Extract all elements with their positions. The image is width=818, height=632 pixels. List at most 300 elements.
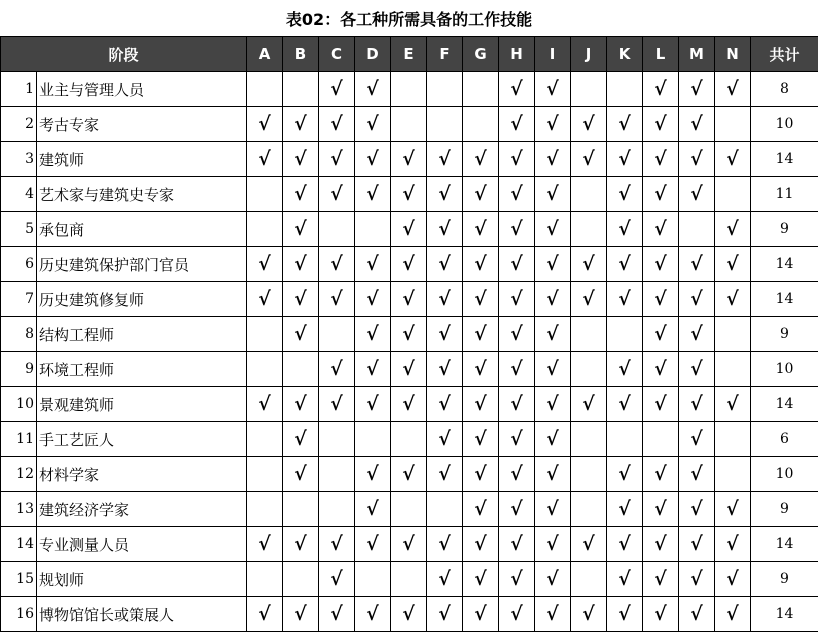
checkmark-icon: √: [355, 457, 391, 492]
checkmark-icon: √: [679, 142, 715, 177]
checkmark-icon: √: [607, 212, 643, 247]
row-total: 14: [751, 527, 818, 562]
checkmark-icon: √: [427, 527, 463, 562]
checkmark-icon: √: [427, 212, 463, 247]
checkmark-icon: √: [463, 317, 499, 352]
checkmark-icon: √: [643, 107, 679, 142]
empty-cell: [283, 72, 319, 107]
checkmark-icon: √: [427, 282, 463, 317]
empty-cell: [571, 72, 607, 107]
empty-cell: [319, 212, 355, 247]
table-row: [1, 422, 818, 457]
checkmark-icon: √: [391, 527, 427, 562]
checkmark-icon: √: [607, 597, 643, 632]
checkmark-icon: √: [355, 492, 391, 527]
row-total: 6: [751, 422, 818, 457]
table-row: [1, 457, 818, 492]
checkmark-icon: √: [535, 317, 571, 352]
role-name: 手工艺匠人: [37, 422, 247, 457]
role-name: 艺术家与建筑史专家: [37, 177, 247, 212]
checkmark-icon: √: [643, 212, 679, 247]
checkmark-icon: √: [427, 247, 463, 282]
table-row: [1, 72, 818, 107]
row-number: 2: [1, 107, 37, 142]
checkmark-icon: √: [319, 177, 355, 212]
checkmark-icon: √: [319, 562, 355, 597]
checkmark-icon: √: [355, 72, 391, 107]
table-row: [1, 282, 818, 317]
role-name: 材料学家: [37, 457, 247, 492]
checkmark-icon: √: [535, 177, 571, 212]
checkmark-icon: √: [643, 492, 679, 527]
checkmark-icon: √: [391, 177, 427, 212]
empty-cell: [247, 457, 283, 492]
empty-cell: [319, 492, 355, 527]
row-total: 9: [751, 562, 818, 597]
column-header-c: C: [319, 37, 355, 72]
empty-cell: [463, 72, 499, 107]
checkmark-icon: √: [391, 352, 427, 387]
checkmark-icon: √: [607, 492, 643, 527]
checkmark-icon: √: [535, 422, 571, 457]
empty-cell: [427, 107, 463, 142]
table-row: [1, 317, 818, 352]
checkmark-icon: √: [535, 492, 571, 527]
role-name: 规划师: [37, 562, 247, 597]
checkmark-icon: √: [535, 107, 571, 142]
empty-cell: [571, 562, 607, 597]
empty-cell: [283, 352, 319, 387]
column-header-f: F: [427, 37, 463, 72]
checkmark-icon: √: [643, 177, 679, 212]
checkmark-icon: √: [463, 212, 499, 247]
checkmark-icon: √: [283, 212, 319, 247]
checkmark-icon: √: [463, 247, 499, 282]
empty-cell: [247, 317, 283, 352]
checkmark-icon: √: [391, 387, 427, 422]
checkmark-icon: √: [427, 597, 463, 632]
empty-cell: [391, 422, 427, 457]
empty-cell: [355, 562, 391, 597]
checkmark-icon: √: [679, 177, 715, 212]
checkmark-icon: √: [319, 107, 355, 142]
checkmark-icon: √: [535, 282, 571, 317]
checkmark-icon: √: [571, 527, 607, 562]
role-name: 结构工程师: [37, 317, 247, 352]
skills-table: [0, 36, 818, 632]
checkmark-icon: √: [535, 72, 571, 107]
table-title: 表02：各工种所需具备的工作技能: [0, 0, 818, 36]
checkmark-icon: √: [391, 247, 427, 282]
checkmark-icon: √: [607, 352, 643, 387]
checkmark-icon: √: [643, 527, 679, 562]
checkmark-icon: √: [643, 142, 679, 177]
checkmark-icon: √: [391, 457, 427, 492]
checkmark-icon: √: [679, 247, 715, 282]
role-name: 历史建筑保护部门官员: [37, 247, 247, 282]
checkmark-icon: √: [463, 422, 499, 457]
role-name: 博物馆馆长或策展人: [37, 597, 247, 632]
checkmark-icon: √: [715, 247, 751, 282]
role-name: 环境工程师: [37, 352, 247, 387]
checkmark-icon: √: [499, 72, 535, 107]
table-row: [1, 142, 818, 177]
checkmark-icon: √: [679, 282, 715, 317]
checkmark-icon: √: [427, 352, 463, 387]
checkmark-icon: √: [427, 177, 463, 212]
checkmark-icon: √: [283, 142, 319, 177]
checkmark-icon: √: [715, 527, 751, 562]
checkmark-icon: √: [715, 72, 751, 107]
checkmark-icon: √: [679, 387, 715, 422]
checkmark-icon: √: [355, 142, 391, 177]
empty-cell: [427, 492, 463, 527]
table-body: [1, 72, 818, 632]
checkmark-icon: √: [643, 597, 679, 632]
row-total: 9: [751, 212, 818, 247]
empty-cell: [607, 317, 643, 352]
empty-cell: [715, 352, 751, 387]
checkmark-icon: √: [355, 597, 391, 632]
checkmark-icon: √: [571, 247, 607, 282]
checkmark-icon: √: [643, 352, 679, 387]
empty-cell: [391, 562, 427, 597]
checkmark-icon: √: [679, 457, 715, 492]
empty-cell: [247, 177, 283, 212]
empty-cell: [247, 72, 283, 107]
checkmark-icon: √: [319, 142, 355, 177]
checkmark-icon: √: [463, 492, 499, 527]
checkmark-icon: √: [391, 282, 427, 317]
empty-cell: [355, 422, 391, 457]
checkmark-icon: √: [247, 247, 283, 282]
row-total: 10: [751, 457, 818, 492]
checkmark-icon: √: [571, 142, 607, 177]
checkmark-icon: √: [535, 527, 571, 562]
checkmark-icon: √: [679, 422, 715, 457]
checkmark-icon: √: [499, 212, 535, 247]
checkmark-icon: √: [607, 527, 643, 562]
checkmark-icon: √: [355, 317, 391, 352]
empty-cell: [607, 422, 643, 457]
empty-cell: [571, 422, 607, 457]
checkmark-icon: √: [391, 142, 427, 177]
table-row: [1, 597, 818, 632]
empty-cell: [319, 317, 355, 352]
checkmark-icon: √: [607, 562, 643, 597]
table-row: [1, 492, 818, 527]
table-row: [1, 107, 818, 142]
checkmark-icon: √: [463, 387, 499, 422]
role-name: 考古专家: [37, 107, 247, 142]
checkmark-icon: √: [499, 282, 535, 317]
checkmark-icon: √: [499, 457, 535, 492]
empty-cell: [643, 422, 679, 457]
empty-cell: [715, 317, 751, 352]
row-number: 5: [1, 212, 37, 247]
checkmark-icon: √: [607, 457, 643, 492]
row-number: 14: [1, 527, 37, 562]
checkmark-icon: √: [499, 597, 535, 632]
empty-cell: [247, 422, 283, 457]
empty-cell: [391, 107, 427, 142]
checkmark-icon: √: [535, 457, 571, 492]
table-row: [1, 562, 818, 597]
row-total: 14: [751, 247, 818, 282]
checkmark-icon: √: [535, 352, 571, 387]
empty-cell: [571, 492, 607, 527]
empty-cell: [391, 492, 427, 527]
checkmark-icon: √: [499, 317, 535, 352]
checkmark-icon: √: [715, 142, 751, 177]
empty-cell: [571, 317, 607, 352]
empty-cell: [679, 212, 715, 247]
row-number: 9: [1, 352, 37, 387]
column-header-h: H: [499, 37, 535, 72]
column-header-m: M: [679, 37, 715, 72]
role-name: 建筑经济学家: [37, 492, 247, 527]
empty-cell: [715, 107, 751, 142]
empty-cell: [715, 457, 751, 492]
table-row: [1, 352, 818, 387]
checkmark-icon: √: [247, 387, 283, 422]
checkmark-icon: √: [463, 282, 499, 317]
row-total: 10: [751, 352, 818, 387]
column-header-i: I: [535, 37, 571, 72]
checkmark-icon: √: [283, 177, 319, 212]
row-total: 10: [751, 107, 818, 142]
checkmark-icon: √: [535, 212, 571, 247]
checkmark-icon: √: [643, 72, 679, 107]
row-number: 12: [1, 457, 37, 492]
column-header-d: D: [355, 37, 391, 72]
checkmark-icon: √: [427, 142, 463, 177]
checkmark-icon: √: [319, 387, 355, 422]
checkmark-icon: √: [283, 597, 319, 632]
checkmark-icon: √: [535, 142, 571, 177]
column-header-g: G: [463, 37, 499, 72]
checkmark-icon: √: [427, 562, 463, 597]
role-name: 承包商: [37, 212, 247, 247]
column-header-e: E: [391, 37, 427, 72]
checkmark-icon: √: [319, 597, 355, 632]
checkmark-icon: √: [463, 597, 499, 632]
checkmark-icon: √: [283, 527, 319, 562]
checkmark-icon: √: [643, 317, 679, 352]
checkmark-icon: √: [715, 387, 751, 422]
checkmark-icon: √: [391, 317, 427, 352]
checkmark-icon: √: [643, 562, 679, 597]
checkmark-icon: √: [679, 527, 715, 562]
checkmark-icon: √: [463, 527, 499, 562]
row-total: 14: [751, 282, 818, 317]
table-row: [1, 387, 818, 422]
checkmark-icon: √: [283, 422, 319, 457]
checkmark-icon: √: [607, 142, 643, 177]
checkmark-icon: √: [283, 317, 319, 352]
role-name: 建筑师: [37, 142, 247, 177]
checkmark-icon: √: [679, 72, 715, 107]
role-name: 历史建筑修复师: [37, 282, 247, 317]
checkmark-icon: √: [535, 247, 571, 282]
row-number: 4: [1, 177, 37, 212]
checkmark-icon: √: [643, 247, 679, 282]
checkmark-icon: √: [247, 282, 283, 317]
checkmark-icon: √: [319, 282, 355, 317]
checkmark-icon: √: [679, 597, 715, 632]
checkmark-icon: √: [679, 562, 715, 597]
checkmark-icon: √: [283, 282, 319, 317]
table-row: [1, 212, 818, 247]
checkmark-icon: √: [463, 177, 499, 212]
role-name: 景观建筑师: [37, 387, 247, 422]
checkmark-icon: √: [499, 492, 535, 527]
checkmark-icon: √: [283, 247, 319, 282]
table-row: [1, 177, 818, 212]
checkmark-icon: √: [499, 527, 535, 562]
checkmark-icon: √: [247, 142, 283, 177]
checkmark-icon: √: [499, 562, 535, 597]
row-number: 8: [1, 317, 37, 352]
checkmark-icon: √: [571, 107, 607, 142]
row-number: 16: [1, 597, 37, 632]
checkmark-icon: √: [427, 457, 463, 492]
column-header-l: L: [643, 37, 679, 72]
checkmark-icon: √: [427, 317, 463, 352]
empty-cell: [319, 422, 355, 457]
empty-cell: [247, 492, 283, 527]
checkmark-icon: √: [715, 212, 751, 247]
row-number: 13: [1, 492, 37, 527]
checkmark-icon: √: [319, 352, 355, 387]
checkmark-icon: √: [463, 142, 499, 177]
checkmark-icon: √: [571, 597, 607, 632]
checkmark-icon: √: [319, 247, 355, 282]
checkmark-icon: √: [355, 247, 391, 282]
checkmark-icon: √: [283, 457, 319, 492]
header-row: [1, 37, 818, 72]
empty-cell: [715, 177, 751, 212]
checkmark-icon: √: [607, 177, 643, 212]
checkmark-icon: √: [463, 457, 499, 492]
row-number: 15: [1, 562, 37, 597]
checkmark-icon: √: [283, 387, 319, 422]
checkmark-icon: √: [247, 527, 283, 562]
checkmark-icon: √: [571, 282, 607, 317]
checkmark-icon: √: [679, 317, 715, 352]
checkmark-icon: √: [319, 72, 355, 107]
checkmark-icon: √: [499, 247, 535, 282]
table-row: [1, 527, 818, 562]
checkmark-icon: √: [355, 527, 391, 562]
empty-cell: [607, 72, 643, 107]
checkmark-icon: √: [355, 177, 391, 212]
column-header-b: B: [283, 37, 319, 72]
empty-cell: [283, 562, 319, 597]
checkmark-icon: √: [643, 457, 679, 492]
checkmark-icon: √: [679, 352, 715, 387]
row-number: 1: [1, 72, 37, 107]
row-total: 9: [751, 492, 818, 527]
row-number: 11: [1, 422, 37, 457]
column-header-k: K: [607, 37, 643, 72]
empty-cell: [247, 212, 283, 247]
empty-cell: [391, 72, 427, 107]
checkmark-icon: √: [607, 107, 643, 142]
empty-cell: [355, 212, 391, 247]
checkmark-icon: √: [499, 107, 535, 142]
checkmark-icon: √: [499, 352, 535, 387]
checkmark-icon: √: [715, 597, 751, 632]
checkmark-icon: √: [355, 282, 391, 317]
empty-cell: [427, 72, 463, 107]
empty-cell: [571, 352, 607, 387]
empty-cell: [463, 107, 499, 142]
row-number: 10: [1, 387, 37, 422]
role-name: 业主与管理人员: [37, 72, 247, 107]
checkmark-icon: √: [715, 282, 751, 317]
checkmark-icon: √: [571, 387, 607, 422]
checkmark-icon: √: [715, 492, 751, 527]
checkmark-icon: √: [463, 562, 499, 597]
checkmark-icon: √: [643, 282, 679, 317]
checkmark-icon: √: [499, 422, 535, 457]
checkmark-icon: √: [355, 352, 391, 387]
checkmark-icon: √: [355, 107, 391, 142]
empty-cell: [571, 177, 607, 212]
checkmark-icon: √: [499, 142, 535, 177]
empty-cell: [283, 492, 319, 527]
empty-cell: [571, 457, 607, 492]
checkmark-icon: √: [391, 212, 427, 247]
checkmark-icon: √: [499, 177, 535, 212]
role-name: 专业测量人员: [37, 527, 247, 562]
checkmark-icon: √: [319, 527, 355, 562]
empty-cell: [715, 422, 751, 457]
checkmark-icon: √: [499, 387, 535, 422]
checkmark-icon: √: [283, 107, 319, 142]
checkmark-icon: √: [679, 492, 715, 527]
table-row: [1, 247, 818, 282]
checkmark-icon: √: [607, 247, 643, 282]
column-header-n: N: [715, 37, 751, 72]
row-total: 14: [751, 597, 818, 632]
total-header: 共计: [751, 37, 818, 72]
checkmark-icon: √: [427, 387, 463, 422]
row-number: 7: [1, 282, 37, 317]
empty-cell: [319, 457, 355, 492]
empty-cell: [247, 352, 283, 387]
empty-cell: [247, 562, 283, 597]
checkmark-icon: √: [463, 352, 499, 387]
checkmark-icon: √: [247, 107, 283, 142]
checkmark-icon: √: [679, 107, 715, 142]
column-header-a: A: [247, 37, 283, 72]
checkmark-icon: √: [607, 282, 643, 317]
row-total: 9: [751, 317, 818, 352]
row-number: 3: [1, 142, 37, 177]
checkmark-icon: √: [535, 562, 571, 597]
checkmark-icon: √: [355, 387, 391, 422]
checkmark-icon: √: [535, 597, 571, 632]
checkmark-icon: √: [607, 387, 643, 422]
checkmark-icon: √: [247, 597, 283, 632]
row-total: 11: [751, 177, 818, 212]
row-number: 6: [1, 247, 37, 282]
checkmark-icon: √: [427, 422, 463, 457]
row-total: 8: [751, 72, 818, 107]
row-total: 14: [751, 387, 818, 422]
